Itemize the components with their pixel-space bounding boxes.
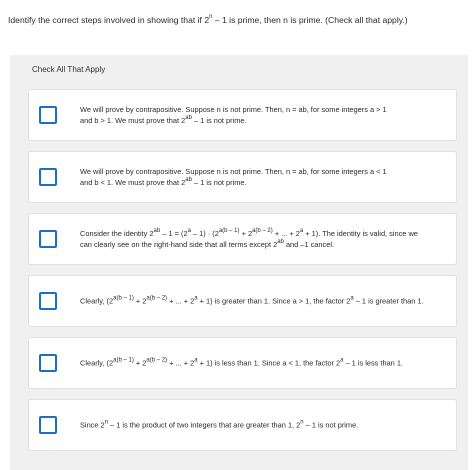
option-1-text: We will prove by contrapositive. Suppose n is not prime. Then, n = ab, for some integers a > 1 and b > 1. We must prove that $2^{ab} - 1$ is not prime. (80, 105, 387, 125)
answer-option-4[interactable] (29, 276, 456, 326)
option-4-text: Clearly, ($2^{a(b - 1)} + 2^{a(b - 2)}$ + ... + $2^a + 1$) is greater than 1. Since a > 1, the factor 2$^a$ – 1 is greater than 1. (80, 295, 424, 306)
option-2-text: We will prove by contrapositive. Suppose n is not prime. Then, n = ab, for some integers a < 1 and b < 1. We must prove that $2^{ab} - 1$ is not prime. (80, 167, 387, 187)
answer-option-2[interactable] (29, 152, 456, 202)
option-4-checkbox[interactable] (39, 292, 57, 310)
panel-header: Check All That Apply (32, 65, 106, 74)
option-5-checkbox[interactable] (39, 354, 57, 372)
option-6-text: Since 2$^n$ – 1 is the product of two integers that are greater than 1, 2$^n$ – 1 is not prime. (80, 419, 359, 430)
option-1-checkbox[interactable] (39, 106, 57, 124)
option-3-text: Consider the identity $2^{ab} - 1 = (2^a - 1) \cdot (2^{a(b - 1)} + 2^{a(b - 2)}$ + ... + $2^a + 1$). The identity is valid, since we can clearly see on the right-hand side that all terms except $2^{ab}$ and –1 cancel. (80, 227, 418, 249)
option-3-checkbox[interactable] (39, 230, 57, 248)
answer-option-1[interactable] (29, 90, 456, 140)
answer-option-6[interactable] (29, 400, 456, 450)
check-all-panel (10, 55, 468, 470)
answer-option-5[interactable] (29, 338, 456, 388)
option-2-checkbox[interactable] (39, 168, 57, 186)
option-6-checkbox[interactable] (39, 416, 57, 434)
question-text: Identify the correct steps involved in showing that if 2$^n$ – 1 is prime, then n is prime. (Check all that apply.) (8, 14, 408, 25)
answer-option-3[interactable] (29, 214, 456, 264)
option-5-text: Clearly, ($2^{a(b - 1)} + 2^{a(b - 2)}$ + ... + $2^a + 1$) is less than 1. Since a < 1, the factor 2$^a$ – 1 is less than 1. (80, 357, 404, 368)
